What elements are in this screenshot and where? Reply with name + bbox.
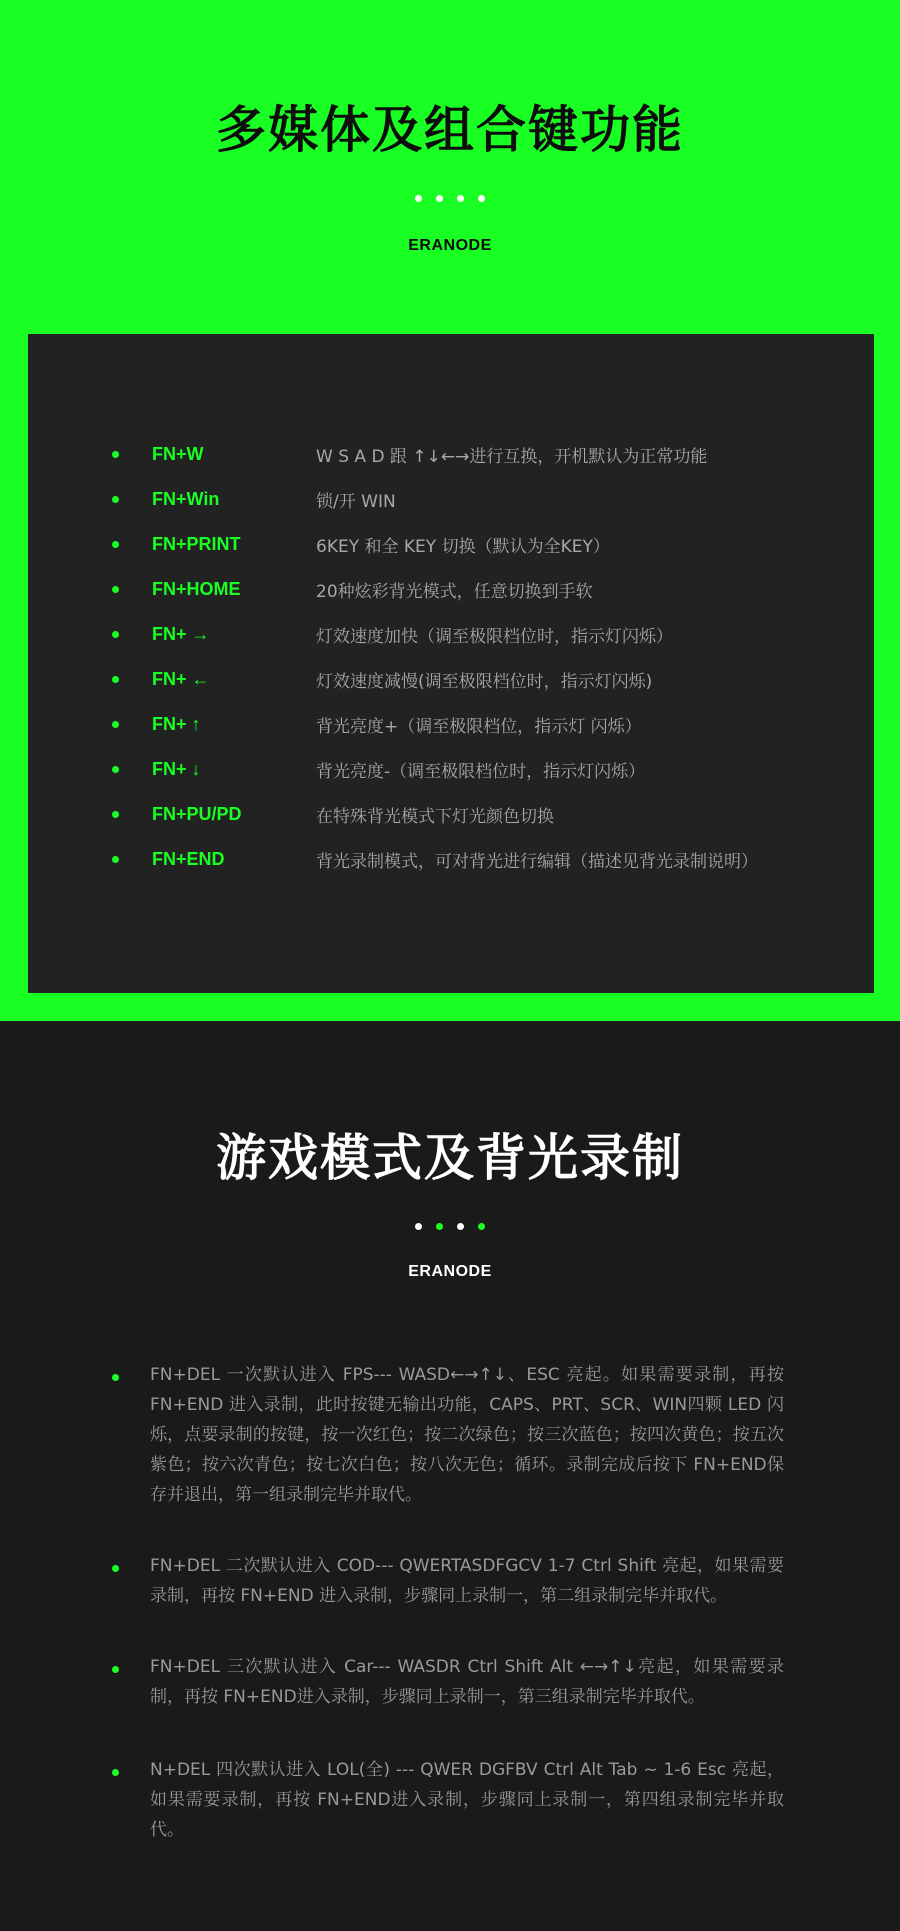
bullet-icon [112,1666,119,1673]
bullet-icon [112,1565,119,1572]
list-item [28,837,874,882]
decorative-dots [0,1223,900,1230]
shortcut-key: FN+ ← [152,669,210,689]
shortcut-key: FN+Win [152,489,220,509]
dot-1 [415,195,422,202]
shortcut-key: FN+PRINT [152,534,241,554]
shortcut-key: FN+W [152,444,204,464]
bullet-icon [112,811,119,818]
paragraph: N+DEL 四次默认进入 LOL(全) --- QWER DGFBV Ctrl Alt Tab ~ 1-6 Esc 亮起，如果需要录制，再按 FN+END进入录制，步骤同上录制一，第四组录制完毕并取代。 [150,1760,784,1840]
list-item [28,522,874,567]
shortcut-description: 20种炫彩背光模式，任意切换到手软 [316,582,593,602]
list-item [28,432,874,477]
paragraph: FN+DEL 二次默认进入 COD--- QWERTASDFGCV 1-7 Ctrl Shift 亮起，如果需要录制，再按 FN+END 进入录制，步骤同上录制一，第二组录制完毕并取代。 [150,1556,784,1606]
shortcut-description: 背光录制模式，可对背光进行编辑（描述见背光录制说明） [316,852,758,872]
list-item [28,747,874,792]
dot-3 [457,195,464,202]
bullet-icon [112,1769,119,1776]
shortcut-description: 在特殊背光模式下灯光颜色切换 [316,807,554,827]
dot-2 [436,1223,443,1230]
paragraph: FN+DEL 一次默认进入 FPS--- WASD←→↑↓、ESC 亮起。如果需要录制，再按 FN+END 进入录制，此时按键无输出功能，CAPS、PRT、SCR、WIN四颗 LED 闪烁，点要录制的按键，按一次红色；按二次绿色；按三次蓝色；按四次黄色；按五次紫色；按六次青色；按七次白色；按八次无色；循环。录制完成后按下 FN+END保存并退出，第一组录制完毕并取代。 [150,1365,784,1505]
bullet-icon [112,631,119,638]
list-item [28,567,874,612]
brand-label: ERANODE [408,1263,492,1280]
shortcut-key: FN+PU/PD [152,804,242,824]
list-item [28,612,874,657]
bullet-icon [112,766,119,773]
shortcut-key: FN+ → [152,624,210,644]
section-title: 多媒体及组合键功能 [216,101,684,159]
shortcut-description: W S A D 跟 ↑↓←→进行互换，开机默认为正常功能 [316,447,708,467]
shortcut-key: FN+HOME [152,579,241,599]
bullet-icon [112,676,119,683]
shortcut-description: 背光亮度+（调至极限档位，指示灯 闪烁） [316,717,642,737]
dot-4 [478,1223,485,1230]
bullet-icon [112,496,119,503]
shortcut-description: 6KEY 和全 KEY 切换（默认为全KEY） [316,537,610,557]
shortcut-description: 灯效速度减慢(调至极限档位时，指示灯闪烁) [316,672,653,692]
paragraph: FN+DEL 三次默认进入 Car--- WASDR Ctrl Shift Alt ←→↑↓亮起，如果需要录制，再按 FN+END进入录制，步骤同上录制一，第三组录制完毕并取代。 [150,1657,784,1707]
game-mode-section [0,1021,900,1931]
bullet-icon [112,451,119,458]
dot-4 [478,195,485,202]
shortcut-panel [28,334,874,993]
list-item [28,792,874,837]
dot-2 [436,195,443,202]
shortcut-key: FN+ ↑ [152,714,201,734]
dot-1 [415,1223,422,1230]
dot-3 [457,1223,464,1230]
section-title: 游戏模式及背光录制 [216,1129,684,1187]
shortcut-key: FN+END [152,849,225,869]
shortcut-key: FN+ ↓ [152,759,201,779]
list-item [28,477,874,522]
list-item [28,657,874,702]
bullet-icon [112,856,119,863]
shortcut-description: 锁/开 WIN [316,492,396,512]
shortcut-description: 灯效速度加快（调至极限档位时，指示灯闪烁） [316,627,673,647]
bullet-icon [112,1374,119,1381]
bullet-icon [112,541,119,548]
list-item [28,702,874,747]
bullet-icon [112,721,119,728]
decorative-dots [0,195,900,202]
shortcut-description: 背光亮度-（调至极限档位时，指示灯闪烁） [316,762,646,782]
brand-label: ERANODE [408,237,492,254]
bullet-icon [112,586,119,593]
